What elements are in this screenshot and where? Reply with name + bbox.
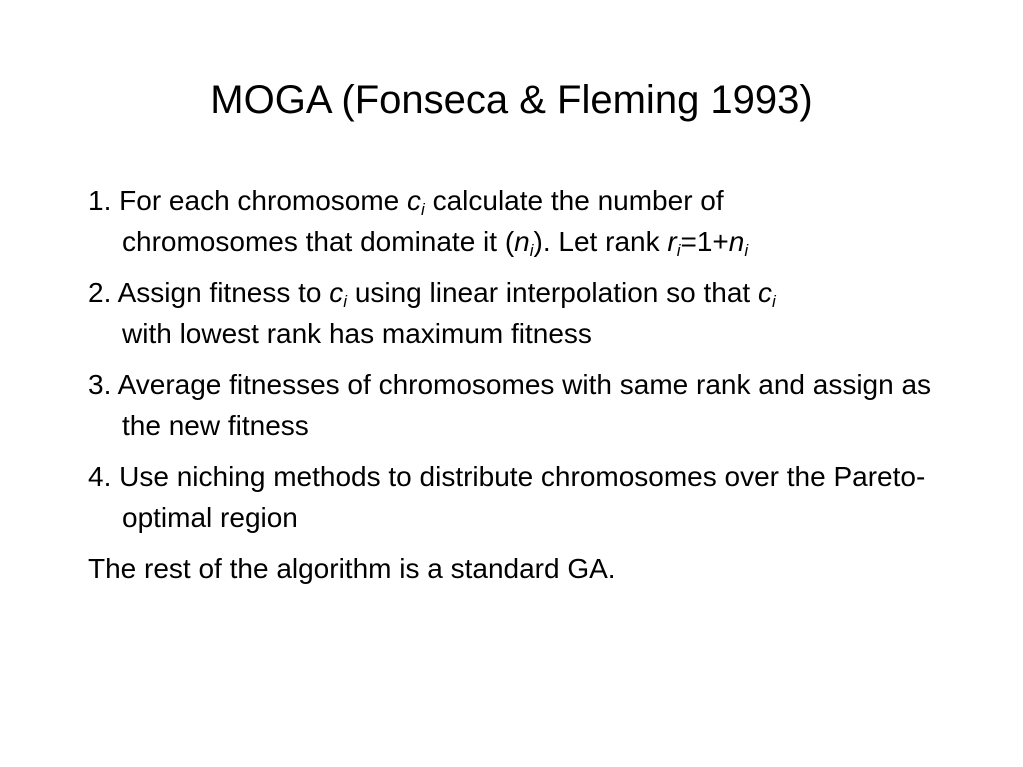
math-var: r — [667, 226, 677, 257]
item-text: using linear interpolation so that — [354, 277, 751, 308]
math-subscript: i — [421, 200, 425, 219]
slide-body — [88, 180, 948, 599]
math-var: c — [329, 277, 344, 308]
item-text: with lowest rank has maximum fitness — [122, 318, 592, 349]
closing-line: The rest of the algorithm is a standard GA. — [88, 553, 616, 584]
item-number: 2. — [88, 277, 112, 308]
item-text: Assign fitness to — [117, 277, 322, 308]
item-text: ). Let rank — [533, 226, 660, 257]
slide-title: MOGA (Fonseca & Fleming 1993) — [210, 78, 813, 122]
math-var: c — [407, 185, 422, 216]
math-var: c — [757, 277, 772, 308]
math-var: n — [514, 226, 530, 257]
math-subscript: i — [529, 241, 534, 260]
math-subscript: i — [343, 292, 348, 311]
item-text: Average fitnesses of chromosomes with same rank and assign as the new fitness — [117, 369, 932, 441]
item-text: For each chromosome — [119, 185, 400, 216]
math-subscript: i — [676, 241, 681, 260]
list-item-2 — [88, 272, 948, 354]
list-item-1 — [88, 180, 948, 262]
item-number: 3. — [88, 369, 112, 400]
item-text: =1+ — [680, 226, 729, 257]
item-text: calculate the number of — [432, 185, 724, 216]
item-number: 1. — [88, 185, 112, 216]
math-subscript: i — [744, 241, 749, 260]
item-text: chromosomes that dominate it ( — [122, 226, 515, 257]
math-subscript: i — [771, 292, 776, 311]
item-text: Use niching methods to distribute chromosomes over the Pareto-optimal region — [119, 461, 926, 533]
math-var: n — [728, 226, 745, 257]
list-item-3 — [88, 364, 948, 446]
item-number: 4. — [88, 461, 112, 492]
list-item-4 — [88, 456, 948, 538]
